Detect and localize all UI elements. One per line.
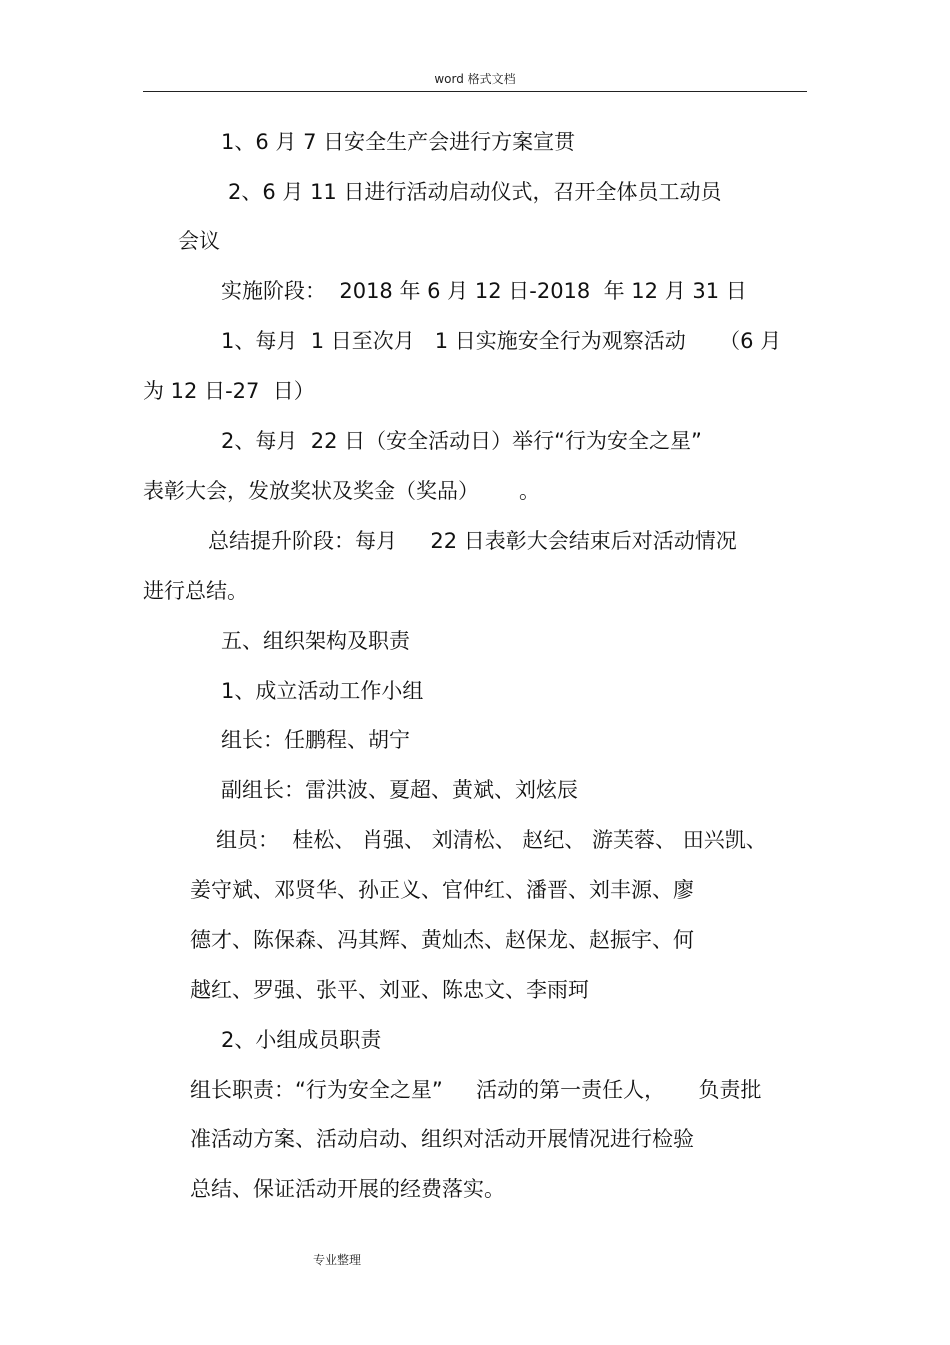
text-line: 2、6 月 11 日进行活动启动仪式，召开全体员工动员: [228, 180, 722, 204]
page-header-title: word 格式文档: [434, 72, 516, 86]
text-line: 副组长：雷洪波、夏超、黄斌、刘炫辰: [221, 778, 578, 802]
text-line: 实施阶段： 2018 年 6 月 12 日-2018 年 12 月 31 日: [221, 279, 747, 303]
text-line: 越红、罗强、张平、刘亚、陈忠文、李雨珂: [190, 978, 589, 1002]
header-divider: [143, 91, 807, 92]
text-line: 1、6 月 7 日安全生产会进行方案宣贯: [221, 130, 576, 154]
text-line: 表彰大会，发放奖状及奖金（奖品） 。: [143, 479, 541, 503]
text-line: 为 12 日-27 日）: [143, 379, 315, 403]
text-line: 会议: [178, 229, 220, 253]
text-line: 姜守斌、邓贤华、孙正义、官仲红、潘晋、刘丰源、廖: [190, 878, 694, 902]
text-line: 2、小组成员职责: [221, 1028, 382, 1052]
page-footer: 专业整理: [313, 1253, 362, 1267]
text-line: 组长职责：“行为安全之星” 活动的第一责任人， 负责批: [190, 1078, 762, 1102]
text-line: 1、成立活动工作小组: [221, 679, 424, 703]
text-line: 总结、保证活动开展的经费落实。: [190, 1177, 505, 1201]
text-line: 组长：任鹏程、胡宁: [221, 728, 410, 752]
text-line: 进行总结。: [143, 579, 248, 603]
text-line: 总结提升阶段：每月 22 日表彰大会结束后对活动情况: [208, 529, 737, 553]
section-heading: 五、组织架构及职责: [221, 629, 410, 653]
text-line: 组员： 桂松、 肖强、 刘清松、 赵纪、 游芙蓉、 田兴凯、: [216, 828, 767, 852]
text-line: 德才、陈保森、冯其辉、黄灿杰、赵保龙、赵振宇、何: [190, 928, 694, 952]
text-line: 2、每月 22 日（安全活动日）举行“行为安全之星”: [221, 429, 702, 453]
text-line: 准活动方案、活动启动、组织对活动开展情况进行检验: [190, 1127, 694, 1151]
text-line: 1、每月 1 日至次月 1 日实施安全行为观察活动 （6 月: [221, 329, 782, 353]
